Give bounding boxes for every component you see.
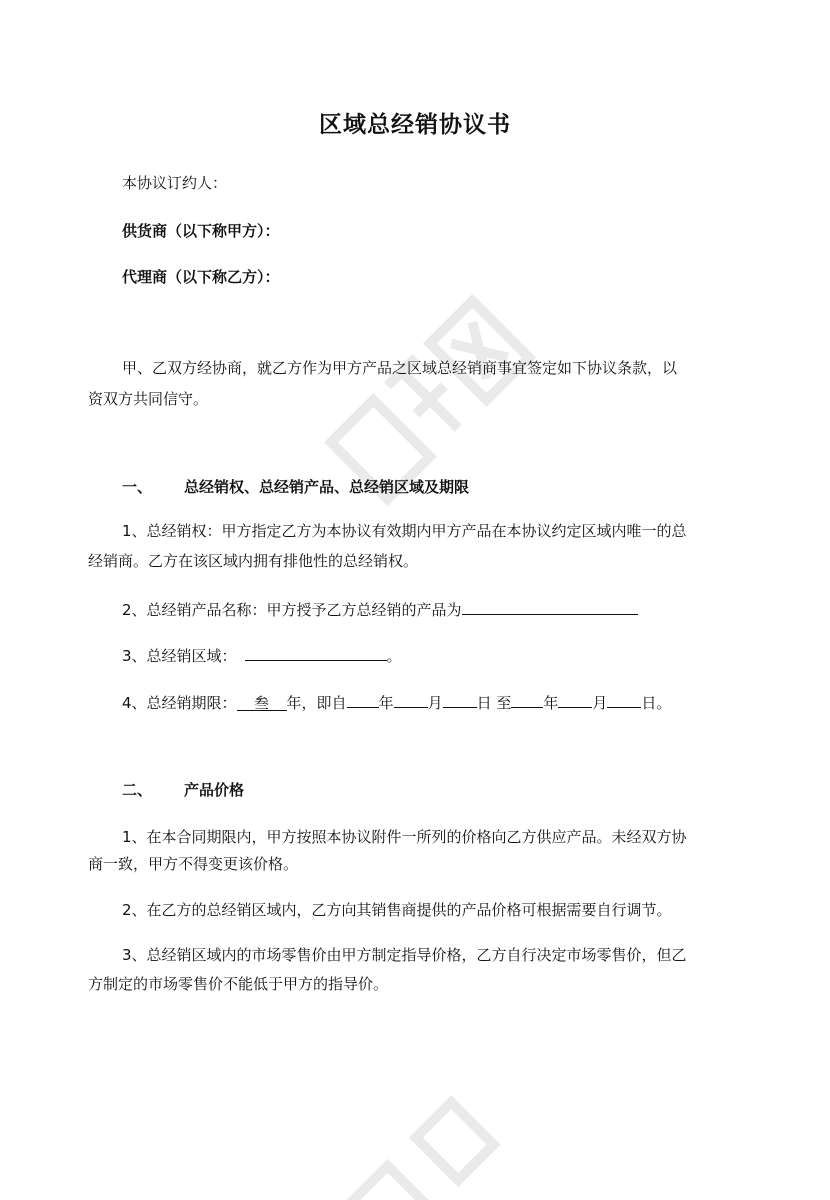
end-month-blank[interactable] <box>558 689 592 708</box>
s1-item1-line1: 1、总经销权：甲方指定乙方为本协议有效期内甲方产品在本协议约定区域内唯一的总 <box>122 522 687 540</box>
s2-item3-line2: 方制定的市场零售价不能低于甲方的指导价。 <box>88 975 389 993</box>
s1-item4-year: 年，即自 <box>286 694 347 712</box>
s2-item3-line1: 3、总经销区域内的市场零售价由甲方制定指导价格，乙方自行决定市场零售价，但乙 <box>122 946 687 964</box>
agent-label: 代理商（以下称乙方）： <box>122 268 280 286</box>
section-1-title: 总经销权、总经销产品、总经销区域及期限 <box>184 478 470 496</box>
start-year-blank[interactable] <box>347 689 379 708</box>
s1-item4 <box>122 689 671 713</box>
s1-item4-y1: 年 <box>378 694 394 712</box>
start-day-blank[interactable] <box>443 689 477 708</box>
section-1-heading <box>122 476 469 497</box>
section-2-title: 产品价格 <box>184 781 245 799</box>
end-day-blank[interactable] <box>607 689 641 708</box>
region-blank[interactable] <box>245 642 387 661</box>
intro-line-1: 甲、乙双方经协商，就乙方作为甲方产品之区域总经销商事宜签定如下协议条款，以 <box>122 359 678 377</box>
s1-item3-end: 。 <box>386 647 402 665</box>
end-year-blank[interactable] <box>511 689 543 708</box>
intro-line-2: 资双方共同信守。 <box>88 390 209 408</box>
section-1-number: 一、 <box>122 478 153 496</box>
s1-item4-m2: 月 <box>592 694 608 712</box>
section-2-heading <box>122 779 244 800</box>
start-month-blank[interactable] <box>394 689 428 708</box>
s1-item4-prefix: 4、总经销期限： <box>122 694 237 712</box>
term-years-value[interactable]: 叁 <box>237 692 287 711</box>
s2-item2: 2、在乙方的总经销区域内，乙方向其销售商提供的产品价格可根据需要自行调节。 <box>122 901 672 919</box>
s1-item4-d1: 日 至 <box>476 694 512 712</box>
s1-item2 <box>122 596 638 620</box>
s1-item3-text: 3、总经销区域： <box>122 647 237 665</box>
s1-item4-y2: 年 <box>543 694 559 712</box>
signatories-label: 本协议订约人： <box>122 174 228 192</box>
document-title: 区域总经销协议书 <box>319 112 511 138</box>
watermark-bottom-icon <box>330 1080 530 1200</box>
s2-item1-line2: 商一致，甲方不得变更该价格。 <box>88 855 299 873</box>
product-name-blank[interactable] <box>462 596 638 615</box>
s1-item1-line2: 经销商。乙方在该区域内拥有排他性的总经销权。 <box>88 552 419 570</box>
s1-item2-text: 2、总经销产品名称：甲方授予乙方总经销的产品为 <box>122 601 462 619</box>
s1-item3 <box>122 642 402 666</box>
section-2-number: 二、 <box>122 781 153 799</box>
s1-item4-d2: 日。 <box>641 694 672 712</box>
s2-item1-line1: 1、在本合同期限内，甲方按照本协议附件一所列的价格向乙方供应产品。未经双方协 <box>122 828 687 846</box>
s1-item4-m1: 月 <box>427 694 443 712</box>
supplier-label: 供货商（以下称甲方）： <box>122 222 280 240</box>
